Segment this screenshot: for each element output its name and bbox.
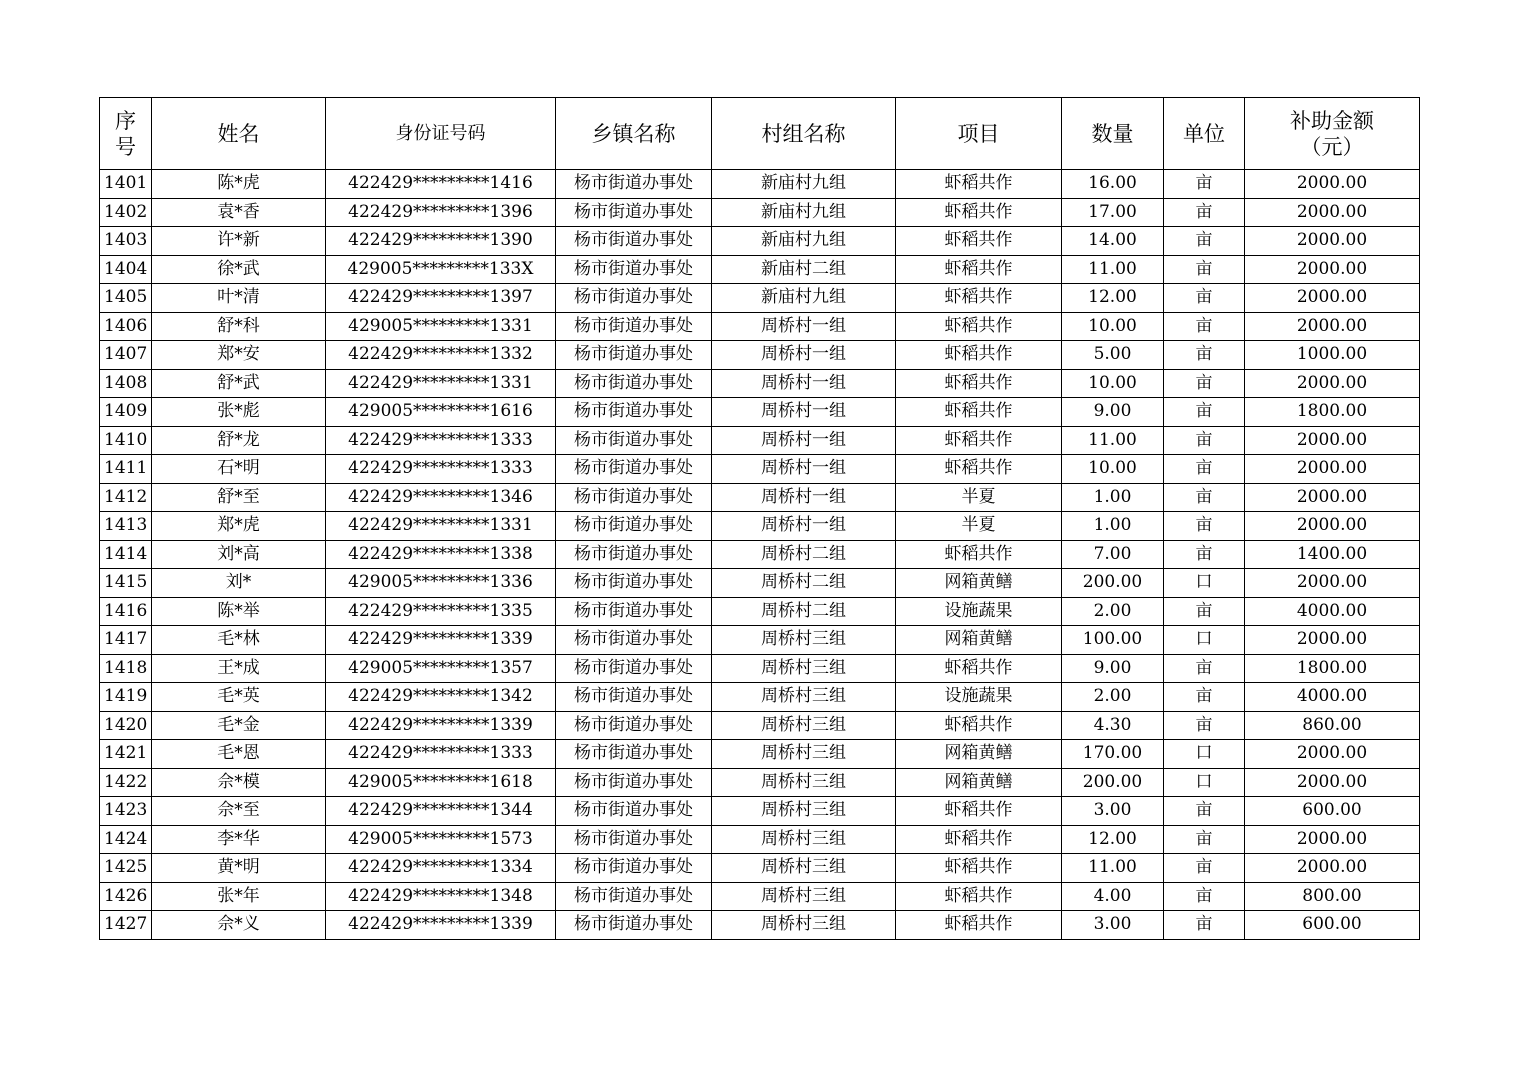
cell-seq: 1419 [100, 683, 152, 712]
cell-seq: 1415 [100, 569, 152, 598]
cell-name: 陈*举 [152, 597, 326, 626]
cell-village: 周桥村三组 [712, 825, 896, 854]
cell-amount: 4000.00 [1245, 683, 1420, 712]
cell-unit: 亩 [1164, 198, 1245, 227]
cell-quantity: 1.00 [1062, 512, 1164, 541]
cell-town: 杨市街道办事处 [556, 711, 712, 740]
cell-village: 新庙村九组 [712, 227, 896, 256]
cell-village: 新庙村九组 [712, 170, 896, 199]
cell-seq: 1426 [100, 882, 152, 911]
cell-name: 张*彪 [152, 398, 326, 427]
cell-project: 虾稻共作 [896, 341, 1062, 370]
cell-quantity: 11.00 [1062, 255, 1164, 284]
cell-unit: 亩 [1164, 426, 1245, 455]
cell-unit: 口 [1164, 569, 1245, 598]
cell-village: 周桥村三组 [712, 683, 896, 712]
cell-name: 许*新 [152, 227, 326, 256]
cell-id: 429005*********133X [326, 255, 556, 284]
cell-id: 429005*********1616 [326, 398, 556, 427]
cell-name: 李*华 [152, 825, 326, 854]
table-row [100, 768, 1420, 797]
subsidy-table [99, 97, 1420, 940]
cell-unit: 亩 [1164, 398, 1245, 427]
cell-amount: 4000.00 [1245, 597, 1420, 626]
cell-name: 陈*虎 [152, 170, 326, 199]
cell-unit: 亩 [1164, 825, 1245, 854]
cell-town: 杨市街道办事处 [556, 854, 712, 883]
cell-quantity: 10.00 [1062, 369, 1164, 398]
cell-project: 虾稻共作 [896, 312, 1062, 341]
cell-village: 周桥村三组 [712, 797, 896, 826]
cell-project: 虾稻共作 [896, 369, 1062, 398]
cell-amount: 2000.00 [1245, 170, 1420, 199]
cell-id: 422429*********1333 [326, 426, 556, 455]
cell-project: 半夏 [896, 512, 1062, 541]
cell-name: 毛*金 [152, 711, 326, 740]
cell-unit: 亩 [1164, 654, 1245, 683]
header-seq-line1: 序 [115, 108, 136, 133]
cell-project: 虾稻共作 [896, 227, 1062, 256]
cell-quantity: 2.00 [1062, 597, 1164, 626]
cell-village: 周桥村一组 [712, 512, 896, 541]
table-row [100, 540, 1420, 569]
cell-seq: 1425 [100, 854, 152, 883]
header-id: 身份证号码 [326, 98, 556, 170]
cell-project: 虾稻共作 [896, 854, 1062, 883]
cell-project: 半夏 [896, 483, 1062, 512]
cell-amount: 800.00 [1245, 882, 1420, 911]
cell-name: 佘*模 [152, 768, 326, 797]
cell-project: 虾稻共作 [896, 882, 1062, 911]
cell-amount: 2000.00 [1245, 740, 1420, 769]
cell-seq: 1409 [100, 398, 152, 427]
cell-project: 虾稻共作 [896, 654, 1062, 683]
cell-name: 徐*武 [152, 255, 326, 284]
cell-quantity: 10.00 [1062, 455, 1164, 484]
cell-name: 舒*武 [152, 369, 326, 398]
cell-unit: 亩 [1164, 483, 1245, 512]
cell-village: 周桥村一组 [712, 398, 896, 427]
cell-seq: 1424 [100, 825, 152, 854]
cell-town: 杨市街道办事处 [556, 369, 712, 398]
cell-village: 周桥村三组 [712, 768, 896, 797]
cell-id: 422429*********1339 [326, 626, 556, 655]
cell-id: 422429*********1331 [326, 512, 556, 541]
header-seq-line2: 号 [115, 134, 136, 159]
cell-village: 周桥村一组 [712, 369, 896, 398]
cell-name: 郑*安 [152, 341, 326, 370]
table-row [100, 170, 1420, 199]
cell-amount: 600.00 [1245, 911, 1420, 940]
cell-quantity: 200.00 [1062, 569, 1164, 598]
cell-town: 杨市街道办事处 [556, 768, 712, 797]
cell-village: 周桥村二组 [712, 569, 896, 598]
cell-amount: 2000.00 [1245, 825, 1420, 854]
cell-village: 周桥村三组 [712, 911, 896, 940]
cell-unit: 亩 [1164, 312, 1245, 341]
cell-project: 网箱黄鳝 [896, 569, 1062, 598]
cell-seq: 1402 [100, 198, 152, 227]
cell-id: 422429*********1397 [326, 284, 556, 313]
cell-project: 网箱黄鳝 [896, 626, 1062, 655]
cell-seq: 1414 [100, 540, 152, 569]
table-row [100, 911, 1420, 940]
cell-seq: 1410 [100, 426, 152, 455]
cell-seq: 1417 [100, 626, 152, 655]
cell-town: 杨市街道办事处 [556, 626, 712, 655]
cell-id: 422429*********1342 [326, 683, 556, 712]
cell-unit: 亩 [1164, 911, 1245, 940]
cell-unit: 亩 [1164, 882, 1245, 911]
cell-seq: 1408 [100, 369, 152, 398]
cell-town: 杨市街道办事处 [556, 284, 712, 313]
cell-unit: 亩 [1164, 369, 1245, 398]
table-row [100, 654, 1420, 683]
cell-village: 周桥村三组 [712, 711, 896, 740]
cell-town: 杨市街道办事处 [556, 540, 712, 569]
cell-town: 杨市街道办事处 [556, 198, 712, 227]
cell-town: 杨市街道办事处 [556, 797, 712, 826]
cell-town: 杨市街道办事处 [556, 455, 712, 484]
cell-unit: 亩 [1164, 284, 1245, 313]
cell-project: 虾稻共作 [896, 711, 1062, 740]
cell-village: 周桥村一组 [712, 483, 896, 512]
table-row [100, 369, 1420, 398]
table-row [100, 825, 1420, 854]
cell-quantity: 3.00 [1062, 911, 1164, 940]
cell-quantity: 3.00 [1062, 797, 1164, 826]
cell-name: 刘* [152, 569, 326, 598]
cell-seq: 1427 [100, 911, 152, 940]
cell-town: 杨市街道办事处 [556, 227, 712, 256]
table-row [100, 398, 1420, 427]
cell-id: 429005*********1331 [326, 312, 556, 341]
cell-quantity: 9.00 [1062, 398, 1164, 427]
cell-unit: 亩 [1164, 797, 1245, 826]
table-row [100, 626, 1420, 655]
header-name: 姓名 [152, 98, 326, 170]
cell-seq: 1413 [100, 512, 152, 541]
cell-quantity: 11.00 [1062, 854, 1164, 883]
cell-unit: 口 [1164, 740, 1245, 769]
cell-town: 杨市街道办事处 [556, 882, 712, 911]
cell-town: 杨市街道办事处 [556, 911, 712, 940]
cell-name: 郑*虎 [152, 512, 326, 541]
header-amount [1245, 98, 1420, 170]
header-amount-line1: 补助金额 [1290, 108, 1374, 133]
cell-amount: 2000.00 [1245, 569, 1420, 598]
cell-village: 周桥村三组 [712, 854, 896, 883]
cell-seq: 1412 [100, 483, 152, 512]
cell-name: 毛*林 [152, 626, 326, 655]
table-row [100, 455, 1420, 484]
cell-amount: 2000.00 [1245, 369, 1420, 398]
cell-quantity: 10.00 [1062, 312, 1164, 341]
cell-name: 袁*香 [152, 198, 326, 227]
cell-id: 422429*********1339 [326, 911, 556, 940]
cell-name: 舒*至 [152, 483, 326, 512]
cell-amount: 2000.00 [1245, 854, 1420, 883]
cell-id: 422429*********1348 [326, 882, 556, 911]
table-header [100, 98, 1420, 170]
cell-town: 杨市街道办事处 [556, 170, 712, 199]
table-row [100, 683, 1420, 712]
cell-town: 杨市街道办事处 [556, 825, 712, 854]
cell-id: 422429*********1390 [326, 227, 556, 256]
cell-village: 周桥村三组 [712, 654, 896, 683]
table-body [100, 170, 1420, 940]
cell-quantity: 12.00 [1062, 825, 1164, 854]
cell-seq: 1404 [100, 255, 152, 284]
cell-quantity: 7.00 [1062, 540, 1164, 569]
cell-unit: 亩 [1164, 255, 1245, 284]
cell-project: 虾稻共作 [896, 398, 1062, 427]
cell-seq: 1403 [100, 227, 152, 256]
cell-amount: 2000.00 [1245, 768, 1420, 797]
cell-unit: 亩 [1164, 854, 1245, 883]
table-row [100, 882, 1420, 911]
cell-seq: 1416 [100, 597, 152, 626]
cell-project: 虾稻共作 [896, 455, 1062, 484]
cell-unit: 亩 [1164, 227, 1245, 256]
cell-name: 毛*英 [152, 683, 326, 712]
cell-amount: 2000.00 [1245, 227, 1420, 256]
cell-village: 周桥村一组 [712, 426, 896, 455]
cell-amount: 2000.00 [1245, 312, 1420, 341]
table-row [100, 711, 1420, 740]
cell-amount: 1800.00 [1245, 398, 1420, 427]
cell-town: 杨市街道办事处 [556, 312, 712, 341]
cell-quantity: 14.00 [1062, 227, 1164, 256]
cell-village: 新庙村九组 [712, 198, 896, 227]
cell-project: 网箱黄鳝 [896, 740, 1062, 769]
cell-village: 周桥村一组 [712, 455, 896, 484]
cell-amount: 1400.00 [1245, 540, 1420, 569]
cell-village: 新庙村九组 [712, 284, 896, 313]
cell-amount: 2000.00 [1245, 284, 1420, 313]
cell-id: 429005*********1336 [326, 569, 556, 598]
cell-unit: 亩 [1164, 711, 1245, 740]
cell-seq: 1421 [100, 740, 152, 769]
cell-name: 毛*恩 [152, 740, 326, 769]
cell-amount: 2000.00 [1245, 426, 1420, 455]
cell-town: 杨市街道办事处 [556, 683, 712, 712]
cell-amount: 2000.00 [1245, 626, 1420, 655]
subsidy-table-sheet [99, 97, 1419, 940]
cell-name: 张*年 [152, 882, 326, 911]
cell-name: 佘*义 [152, 911, 326, 940]
table-row [100, 227, 1420, 256]
header-village: 村组名称 [712, 98, 896, 170]
table-row [100, 740, 1420, 769]
header-project: 项目 [896, 98, 1062, 170]
cell-name: 刘*高 [152, 540, 326, 569]
cell-unit: 亩 [1164, 597, 1245, 626]
cell-project: 虾稻共作 [896, 797, 1062, 826]
header-amount-line2: （元） [1300, 134, 1364, 159]
cell-village: 周桥村三组 [712, 740, 896, 769]
cell-project: 虾稻共作 [896, 825, 1062, 854]
table-row [100, 198, 1420, 227]
cell-quantity: 9.00 [1062, 654, 1164, 683]
cell-id: 422429*********1331 [326, 369, 556, 398]
cell-town: 杨市街道办事处 [556, 426, 712, 455]
cell-town: 杨市街道办事处 [556, 483, 712, 512]
cell-id: 422429*********1344 [326, 797, 556, 826]
cell-amount: 860.00 [1245, 711, 1420, 740]
cell-name: 佘*至 [152, 797, 326, 826]
cell-village: 周桥村二组 [712, 540, 896, 569]
cell-id: 422429*********1416 [326, 170, 556, 199]
cell-unit: 口 [1164, 626, 1245, 655]
cell-id: 422429*********1396 [326, 198, 556, 227]
cell-seq: 1401 [100, 170, 152, 199]
table-row [100, 426, 1420, 455]
cell-amount: 2000.00 [1245, 455, 1420, 484]
cell-name: 叶*清 [152, 284, 326, 313]
table-row [100, 512, 1420, 541]
header-town: 乡镇名称 [556, 98, 712, 170]
cell-id: 422429*********1339 [326, 711, 556, 740]
header-quantity: 数量 [1062, 98, 1164, 170]
cell-village: 周桥村二组 [712, 597, 896, 626]
cell-quantity: 100.00 [1062, 626, 1164, 655]
cell-amount: 2000.00 [1245, 255, 1420, 284]
cell-name: 黄*明 [152, 854, 326, 883]
cell-project: 设施蔬果 [896, 597, 1062, 626]
cell-amount: 1800.00 [1245, 654, 1420, 683]
table-row [100, 854, 1420, 883]
header-unit: 单位 [1164, 98, 1245, 170]
cell-project: 虾稻共作 [896, 911, 1062, 940]
cell-village: 周桥村一组 [712, 341, 896, 370]
cell-seq: 1405 [100, 284, 152, 313]
cell-project: 虾稻共作 [896, 540, 1062, 569]
cell-town: 杨市街道办事处 [556, 597, 712, 626]
cell-unit: 口 [1164, 768, 1245, 797]
table-row [100, 284, 1420, 313]
table-row [100, 312, 1420, 341]
cell-quantity: 170.00 [1062, 740, 1164, 769]
header-seq [100, 98, 152, 170]
cell-town: 杨市街道办事处 [556, 512, 712, 541]
cell-project: 虾稻共作 [896, 284, 1062, 313]
cell-project: 虾稻共作 [896, 426, 1062, 455]
cell-id: 429005*********1357 [326, 654, 556, 683]
cell-unit: 亩 [1164, 512, 1245, 541]
cell-id: 422429*********1333 [326, 455, 556, 484]
cell-amount: 600.00 [1245, 797, 1420, 826]
cell-amount: 2000.00 [1245, 198, 1420, 227]
cell-quantity: 200.00 [1062, 768, 1164, 797]
cell-seq: 1422 [100, 768, 152, 797]
table-row [100, 255, 1420, 284]
cell-town: 杨市街道办事处 [556, 341, 712, 370]
table-row [100, 597, 1420, 626]
cell-name: 石*明 [152, 455, 326, 484]
cell-project: 设施蔬果 [896, 683, 1062, 712]
cell-id: 422429*********1338 [326, 540, 556, 569]
cell-project: 网箱黄鳝 [896, 768, 1062, 797]
cell-project: 虾稻共作 [896, 255, 1062, 284]
cell-town: 杨市街道办事处 [556, 654, 712, 683]
cell-quantity: 4.30 [1062, 711, 1164, 740]
cell-name: 舒*龙 [152, 426, 326, 455]
cell-unit: 亩 [1164, 540, 1245, 569]
cell-quantity: 5.00 [1062, 341, 1164, 370]
header-row [100, 98, 1420, 170]
cell-id: 422429*********1334 [326, 854, 556, 883]
cell-seq: 1423 [100, 797, 152, 826]
cell-village: 新庙村二组 [712, 255, 896, 284]
cell-project: 虾稻共作 [896, 198, 1062, 227]
cell-id: 429005*********1618 [326, 768, 556, 797]
cell-seq: 1406 [100, 312, 152, 341]
cell-amount: 2000.00 [1245, 483, 1420, 512]
cell-unit: 亩 [1164, 455, 1245, 484]
cell-id: 422429*********1335 [326, 597, 556, 626]
cell-name: 王*成 [152, 654, 326, 683]
cell-quantity: 12.00 [1062, 284, 1164, 313]
cell-quantity: 17.00 [1062, 198, 1164, 227]
cell-quantity: 16.00 [1062, 170, 1164, 199]
cell-town: 杨市街道办事处 [556, 255, 712, 284]
cell-id: 422429*********1332 [326, 341, 556, 370]
cell-unit: 亩 [1164, 170, 1245, 199]
table-row [100, 797, 1420, 826]
cell-amount: 2000.00 [1245, 512, 1420, 541]
cell-seq: 1420 [100, 711, 152, 740]
cell-amount: 1000.00 [1245, 341, 1420, 370]
cell-village: 周桥村三组 [712, 882, 896, 911]
cell-id: 422429*********1346 [326, 483, 556, 512]
cell-quantity: 11.00 [1062, 426, 1164, 455]
table-row [100, 483, 1420, 512]
cell-id: 429005*********1573 [326, 825, 556, 854]
cell-town: 杨市街道办事处 [556, 398, 712, 427]
cell-quantity: 1.00 [1062, 483, 1164, 512]
cell-unit: 亩 [1164, 683, 1245, 712]
table-row [100, 341, 1420, 370]
cell-project: 虾稻共作 [896, 170, 1062, 199]
cell-quantity: 4.00 [1062, 882, 1164, 911]
cell-seq: 1418 [100, 654, 152, 683]
cell-village: 周桥村一组 [712, 312, 896, 341]
cell-town: 杨市街道办事处 [556, 569, 712, 598]
cell-unit: 亩 [1164, 341, 1245, 370]
cell-seq: 1411 [100, 455, 152, 484]
table-row [100, 569, 1420, 598]
cell-seq: 1407 [100, 341, 152, 370]
cell-quantity: 2.00 [1062, 683, 1164, 712]
cell-name: 舒*科 [152, 312, 326, 341]
cell-id: 422429*********1333 [326, 740, 556, 769]
cell-village: 周桥村三组 [712, 626, 896, 655]
cell-town: 杨市街道办事处 [556, 740, 712, 769]
